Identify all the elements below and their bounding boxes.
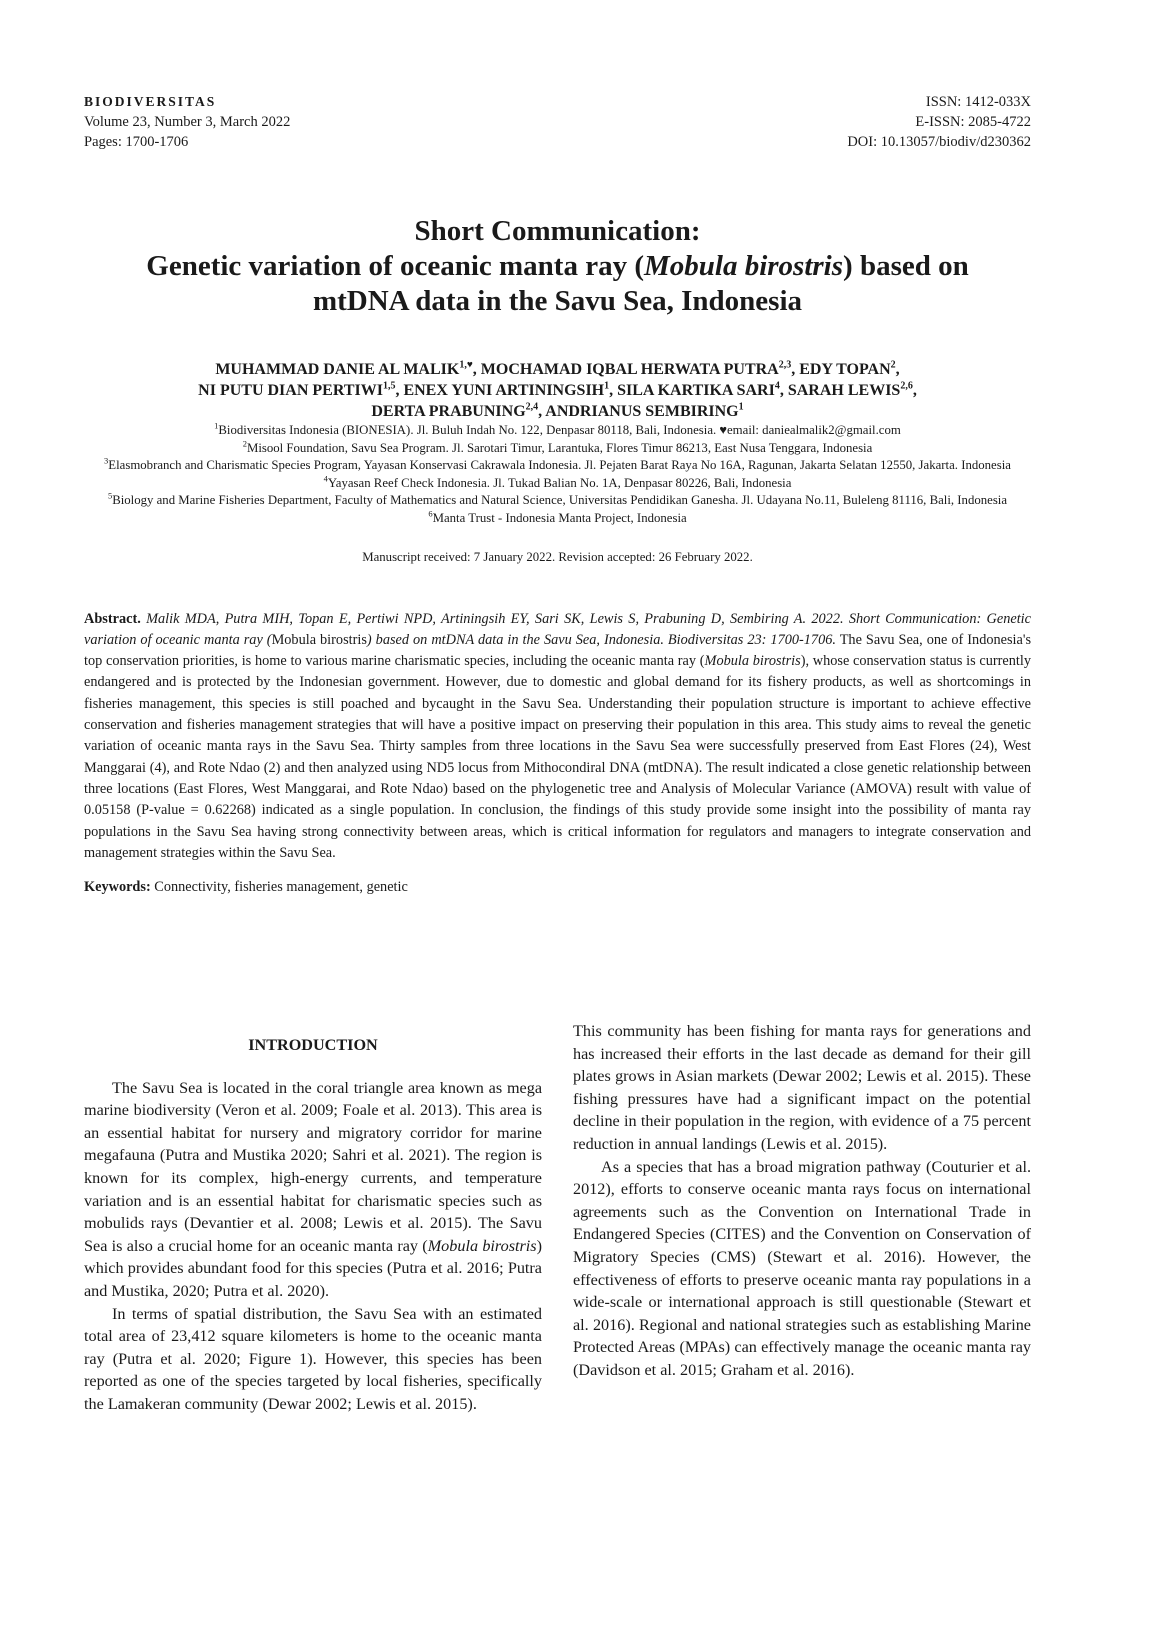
- affiliation: $^3$Elasmobranch and Charismatic Species Program, Yayasan Konservasi Cakrawala Indonesia. Jl. Pejaten Barat Raya No 16A, Ragunan, Jakarta Selatan 12550, Jakarta. Indonesia: [104, 455, 1011, 473]
- affiliations: [84, 422, 1031, 528]
- body-columns: [84, 1012, 1031, 1416]
- keywords-label: Keywords:: [84, 879, 151, 896]
- section-heading-introduction: INTRODUCTION: [248, 1036, 378, 1054]
- paper-title: [84, 214, 1031, 319]
- affiliation: $^2$Misool Foundation, Savu Sea Program. Jl. Sarotari Timur, Larantuka, Flores Timur 86213, East Nusa Tenggara, Indonesia: [242, 438, 873, 455]
- affiliation: $^1$Biodiversitas Indonesia (BIONESIA). Jl. Buluh Indah No. 122, Denpasar 80118, Bali, Indonesia. ♥email: daniealmalik2@gmail.com: [214, 420, 901, 437]
- author: SILA KARTIKA SARI: [617, 382, 775, 399]
- author: MUHAMMAD DANIE AL MALIK: [215, 361, 460, 378]
- paper-page: [84, 92, 1032, 1413]
- author: SARAH LEWIS: [787, 382, 901, 399]
- manuscript-dates: Manuscript received: 7 January 2022. Revision accepted: 26 February 2022.: [362, 549, 753, 564]
- abstract-label: Abstract.: [84, 610, 141, 627]
- affiliation: $^6$Manta Trust - Indonesia Manta Project, Indonesia: [428, 508, 687, 525]
- issn: ISSN: 1412-033X: [925, 94, 1031, 110]
- journal-volume: Volume 23, Number 3, March 2022: [84, 114, 291, 130]
- author: NI PUTU DIAN PERTIWI: [198, 382, 383, 399]
- author: MOCHAMAD IQBAL HERWATA PUTRA: [480, 361, 779, 378]
- journal-header: [84, 92, 1031, 152]
- title-line-1: Short Communication:: [414, 215, 701, 247]
- affiliation: $^5$Biology and Marine Fisheries Department, Faculty of Mathematics and Natural Science, Universitas Pendidikan Ganesha. Jl. Udayana No.11, Buleleng 81116, Bali, Indonesia: [107, 491, 1008, 508]
- author: ANDRIANUS SEMBIRING: [545, 403, 739, 420]
- title-line-2: Genetic variation of oceanic manta ray (Mobula birostris) based on: [146, 250, 969, 282]
- right-column: [573, 1012, 1031, 1416]
- author: ENEX YUNI ARTININGSIH: [403, 382, 605, 399]
- paragraph: As a species that has a broad migration pathway (Couturier et al. 2012), efforts to conserve oceanic manta rays focus on international agreements such as the Convention on International Trade in Endangered Species (CITES) and the Convention on Conservation of Migratory Species (CMS) (Stewart et al. 2016). However, the effectiveness of efforts to preserve oceanic manta ray populations in a wide-scale or international approach is still questionable (Stewart et al. 2016). Regional and national strategies such as establishing Marine Protected Areas (MPAs) can effectively manage the oceanic manta ray (Davidson et al. 2015; Graham et al. 2016).: [573, 1157, 1031, 1379]
- affiliation: $^4$Yayasan Reef Check Indonesia. Jl. Tukad Balian No. 1A, Denpasar 80226, Bali, Indonesia: [323, 473, 792, 490]
- journal-pages: Pages: 1700-1706: [84, 134, 189, 150]
- eissn: E-ISSN: 2085-4722: [915, 114, 1031, 130]
- journal-name: BIODIVERSITAS: [84, 94, 217, 109]
- left-column: [84, 1012, 542, 1416]
- doi: DOI: 10.13057/biodiv/d230362: [847, 134, 1031, 150]
- paragraph: The Savu Sea is located in the coral triangle area known as mega marine biodiversity (Veron et al. 2009; Foale et al. 2013). This area is an essential habitat for nursery and migratory corridor for marine megafauna (Putra and Mustika 2020; Sahri et al. 2021). The region is known for its complex, high-energy currents, and temperature variation and is an essential habitat for charismatic species such as mobulids rays (Devantier et al. 2008; Lewis et al. 2015). The Savu Sea is also a crucial home for an oceanic manta ray (Mobula birostris) which provides abundant food for this species (Putra et al. 2016; Putra and Mustika, 2020; Putra et al. 2020).: [84, 1078, 542, 1300]
- paragraph: This community has been fishing for manta rays for generations and has increased their efforts in the last decade as demand for their gill plates grows in Asian markets (Dewar 2002; Lewis et al. 2015). These fishing pressures have had a significant impact on the potential decline in their population in the region, with evidence of a 75 percent reduction in annual landings (Lewis et al. 2015).: [573, 1022, 1031, 1153]
- paragraph: In terms of spatial distribution, the Savu Sea with an estimated total area of 23,412 square kilometers is home to the oceanic manta ray (Putra et al. 2020; Figure 1). However, this species has been reported as one of the species targeted by local fisheries, specifically the Lamakeran community (Dewar 2002; Lewis et al. 2015).: [84, 1304, 542, 1413]
- author: DERTA PRABUNING: [371, 403, 526, 420]
- keywords: Keywords: Connectivity, fisheries management, genetic: [84, 879, 408, 896]
- author: EDY TOPAN: [799, 361, 891, 378]
- author-list: MUHAMMAD DANIE AL $MALIK^{1,♥}$, MOCHAMAD IQBAL HERWATA PUTRA$^{2,3}$, EDY TOPAN$^2$, NI PUTU DIAN PERTIWI$^{1,5}$, ENEX YUNI ARTININGSIH$^1$, SILA KARTIKA SARI$^4$, SARAH LEWIS$^{2,6}$, DERTA PRABUNING$^{2,4}$, ANDRIANUS SEMBIRING$^1$: [198, 359, 917, 420]
- abstract: Abstract. Malik MDA, Putra MIH, Topan E, Pertiwi NPD, Artiningsih EY, Sari SK, Lewis S, Prabuning D, Sembiring A. 2022. Short Communication: Genetic variation of oceanic manta ray (Mobula birostris) based on mtDNA data in the Savu Sea, Indonesia. Biodiversitas 23: 1700-1706. The Savu Sea, one of Indonesia's top conservation priorities, is home to various marine charismatic species, including the oceanic manta ray (Mobula birostris), whose conservation status is currently endangered and is protected by the Indonesian government. However, due to domestic and global demand for its fishery products, as well as shortcomings in fisheries management, this species is still poached and bycaught in the Savu Sea. Understanding their population structure is important to achieve effective conservation and fisheries management strategies that will have a positive impact on preserving their population in this area. This study aims to reveal the genetic variation of oceanic manta rays in the Savu Sea. Thirty samples from three locations in the Savu Sea were successfully preserved from East Flores (24), West Manggarai (4), and Rote Ndao (2) and then analyzed using ND5 locus from Mithocondiral DNA (mtDNA). The result indicated a close genetic relationship between three locations (East Flores, West Manggarai, and Rote Ndao) based on the phylogenetic tree and Analysis of Molecular Variance (AMOVA) result with value of 0.05158 (P-value = 0.62268) indicated as a single population. In conclusion, the findings of this study provide some insight into the possibility of manta ray populations in the Savu Sea having strong connectivity between areas, which is critical information for regulators and managers to integrate conservation and management strategies within the Savu Sea.: [84, 610, 1032, 861]
- title-line-3: mtDNA data in the Savu Sea, Indonesia: [312, 285, 803, 317]
